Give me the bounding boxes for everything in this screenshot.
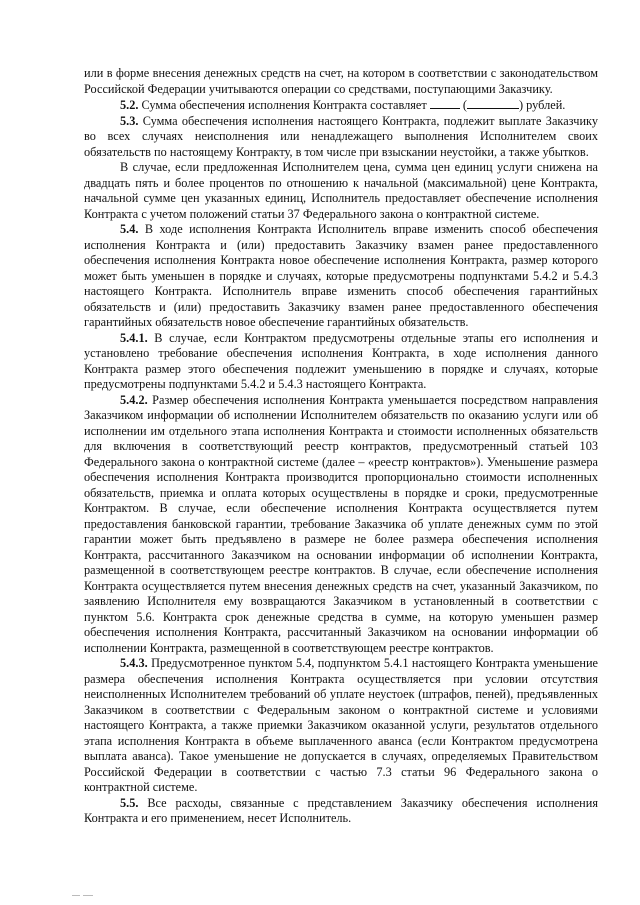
clause-number: 5.5.: [120, 795, 139, 810]
clause-5-5: [84, 796, 598, 827]
clause-number: 5.4.: [120, 222, 139, 236]
paragraph-continuation: или в форме внесения денежных средств на счет, на котором в соответствии с законодательством Российской Федерации учитываются операции со средствами, поступающими Заказчику.: [84, 66, 598, 96]
amount-blank: [430, 97, 460, 109]
clause-text: Предусмотренное пунктом 5.4, подпунктом 5.4.1 настоящего Контракта уменьшение размера обеспечения исполнения Контракта осуществляется при условии отсутствия неисполненных Исполнителем требований об уплате неустоек (штрафов, пеней), предъявленных Заказчиком в соответствии с Федеральным законом о контрактной системе и условиями настоящего Контракта, а также приемки Заказчиком оказанной услуги, результатов отдельного этапа исполнения Контракта в объеме выплаченного аванса (если Контрактом предусмотрена выплата аванса). Такое уменьшение не допускается в случаях, определяемых Правительством Российской Федерации в соответствии с частью 7.3 статьи 96 Федерального закона о контрактной системе.: [84, 656, 598, 794]
clause-number: 5.4.3.: [120, 656, 148, 670]
clause-text-end: ) рублей.: [519, 98, 566, 112]
clause-number: 5.4.2.: [120, 392, 148, 407]
clause-5-4-1: [84, 331, 598, 393]
clause-5-2: [84, 97, 598, 114]
clause-text: В ходе исполнения Контракта Исполнитель вправе изменить способ обеспечения исполнения Контракта и (или) предоставить Заказчику взамен ранее предоставленного обеспечения исполнения Контракта новое обеспечение исполнения Контракта, размер которого может быть уменьшен в порядке и случаях, которые предусмотрены подпунктами 5.4.2 и 5.4.3 настоящего Контракта. Исполнитель вправе изменить способ обеспечения гарантийных обязательств и (или) предоставить Заказчику взамен ранее предоставленного обеспечения гарантийных обязательств новое обеспечение гарантийных обязательств.: [84, 222, 598, 329]
clause-5-4-3: [84, 656, 598, 796]
clause-text: Сумма обеспечения исполнения Контракта составляет: [138, 98, 430, 112]
clause-5-4: [84, 222, 598, 331]
clause-number: 5.4.1.: [120, 330, 148, 345]
scan-mark: [72, 892, 102, 900]
clause-text: В случае, если Контрактом предусмотрены отдельные этапы его исполнения и установлено требование обеспечения исполнения Контракта, в ходе исполнения данного Контракта размер этого обеспечения подлежит уменьшению в порядке и случаях, которые предусмотрены подпунктами 5.4.2 и 5.4.3 настоящего Контракта.: [84, 330, 598, 391]
amount-words-blank: [467, 97, 519, 109]
clause-number: 5.3.: [120, 113, 139, 128]
clause-5-4-2: [84, 393, 598, 657]
clause-text: Размер обеспечения исполнения Контракта уменьшается посредством направления Заказчиком информации об исполнении Исполнителем обязательств по оказанию услуги или об исполнении им отдельного этапа исполнения Контракта и стоимости исполненных обязательств для включения в соответствующий реестр контрактов, предусмотренный статьей 103 Федерального закона о контрактной системе (далее – «реестр контрактов»). Уменьшение размера обеспечения исполнения Контракта производится пропорционально стоимости исполненных обязательств, приемка и оплата которых осуществлены в порядке и сроки, предусмотренные Контрактом. В случае, если обеспечение исполнения Контракта осуществляется путем предоставления банковской гарантии, требование Заказчика об уплате денежных сумм по этой гарантии может быть предъявлено в размере не более размера обеспечения исполнения Контракта, рассчитанного Заказчиком на основании информации об исполнении Контракта, размещенной в соответствующем реестре контрактов. В случае, если обеспечение исполнения Контракта осуществляется путем внесения денежных средств на счет, указанный Заказчиком, по заявлению Исполнителя ему возвращаются Заказчиком в установленный в соответствии с пунктом 5.6. Контракта срок денежные средства в сумме, на которую уменьшен размер обеспечения исполнения Контракта, рассчитанный Заказчиком на основании информации об исполнении Контракта, размещенной в соответствующем реестре контрактов.: [84, 392, 598, 655]
clause-number: 5.2.: [120, 98, 139, 112]
clause-5-3: [84, 114, 598, 161]
clause-text: Все расходы, связанные с представлением Заказчику обеспечения исполнения Контракта и его применением, несет Исполнитель.: [84, 795, 598, 825]
clause-text: Сумма обеспечения исполнения настоящего Контракта, подлежит выплате Заказчику во всех случаях неисполнения или ненадлежащего выполнения Исполнителем своих обязательств по настоящему Контракту, в том числе при взыскании неустойки, а также убытков.: [84, 113, 598, 159]
clause-text-mid: (: [459, 98, 468, 112]
clause-5-3-continuation: В случае, если предложенная Исполнителем цена, сумма цен единиц услуги снижена на двадцать пять и более процентов по отношению к начальной (максимальной) цене Контракта, начальной сумме цен указанных единиц, Исполнитель предоставляет обеспечение исполнения Контракта с учетом положений статьи 37 Федерального закона о контрактной системе.: [84, 160, 598, 221]
